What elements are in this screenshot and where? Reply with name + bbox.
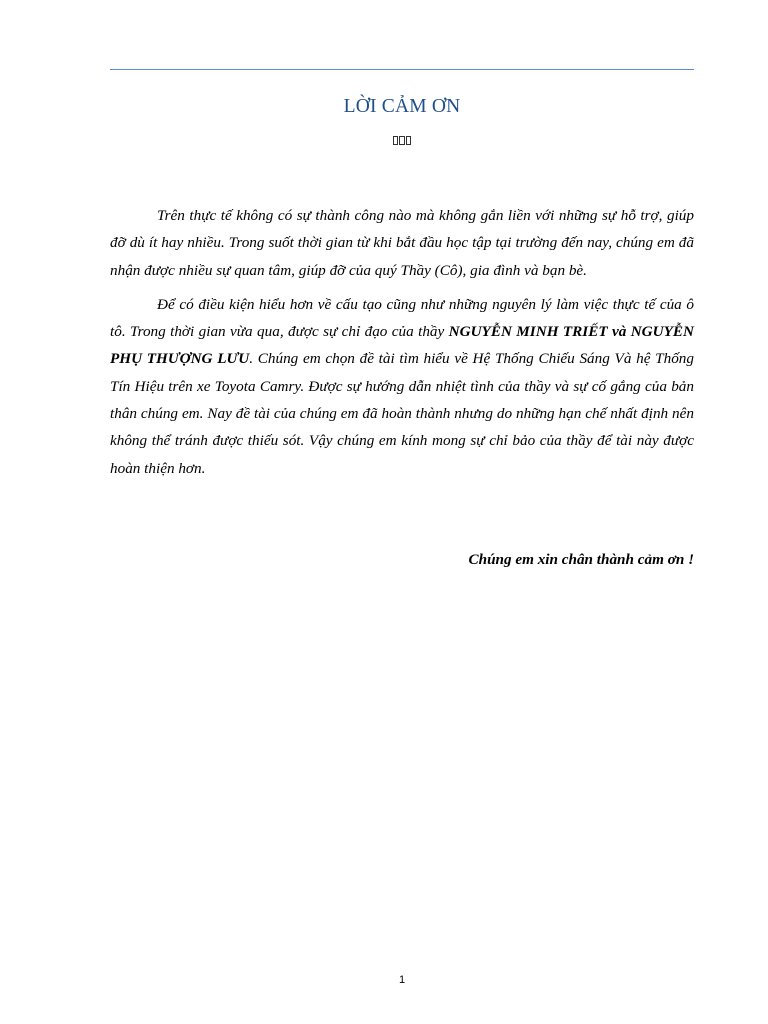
paragraph-2-intro: Để có điều kiện hiểu hơn về cấu tạo cũng như những nguyên lý làm việc thực tế của ô tô. Trong thời gian vừa qua, được sự chỉ đạo của thầy: [110, 295, 694, 341]
paragraph-2-rest: . Chúng em chọn đề tài tìm hiểu về Hệ Thống Chiếu Sáng Và hệ Thống Tín Hiệu trên xe Toyota Camry. Được sự hướng dẫn nhiệt tình của thầy và sự cố gắng của bản thân chúng em. Nay đề tài của chúng em đã hoàn thành nhưng do những hạn chế nhất định nên không thể tránh được thiếu sót. Vậy chúng em kính mong sự chỉ bảo của thầy để tài này được hoàn thiện hơn.: [110, 350, 694, 477]
signoff: Chúng em xin chân thành cảm ơn !: [468, 551, 694, 568]
page-number: 1: [398, 974, 406, 986]
body-text: [110, 202, 694, 489]
ornament-icon: [110, 133, 694, 146]
paragraph-2: [110, 291, 694, 482]
header-rule: [110, 69, 694, 70]
ornament-box-icon: [399, 136, 405, 145]
page-title: LỜI CẢM ƠN: [343, 96, 461, 117]
ornament-box-icon: [393, 136, 399, 145]
ornament-box-icon: [406, 136, 412, 145]
instructor-names: NGUYỄN MINH TRIẾT và NGUYỄN PHỤ THƯỢNG LƯU: [110, 323, 694, 368]
paragraph-1: Trên thực tế không có sự thành công nào mà không gắn liền với những sự hỗ trợ, giúp đỡ dù ít hay nhiều. Trong suốt thời gian từ khi bắt đầu học tập tại trường đến nay, chúng em đã nhận được nhiều sự quan tâm, giúp đỡ của quý Thầy (Cô), gia đình và bạn bè.: [110, 207, 694, 279]
